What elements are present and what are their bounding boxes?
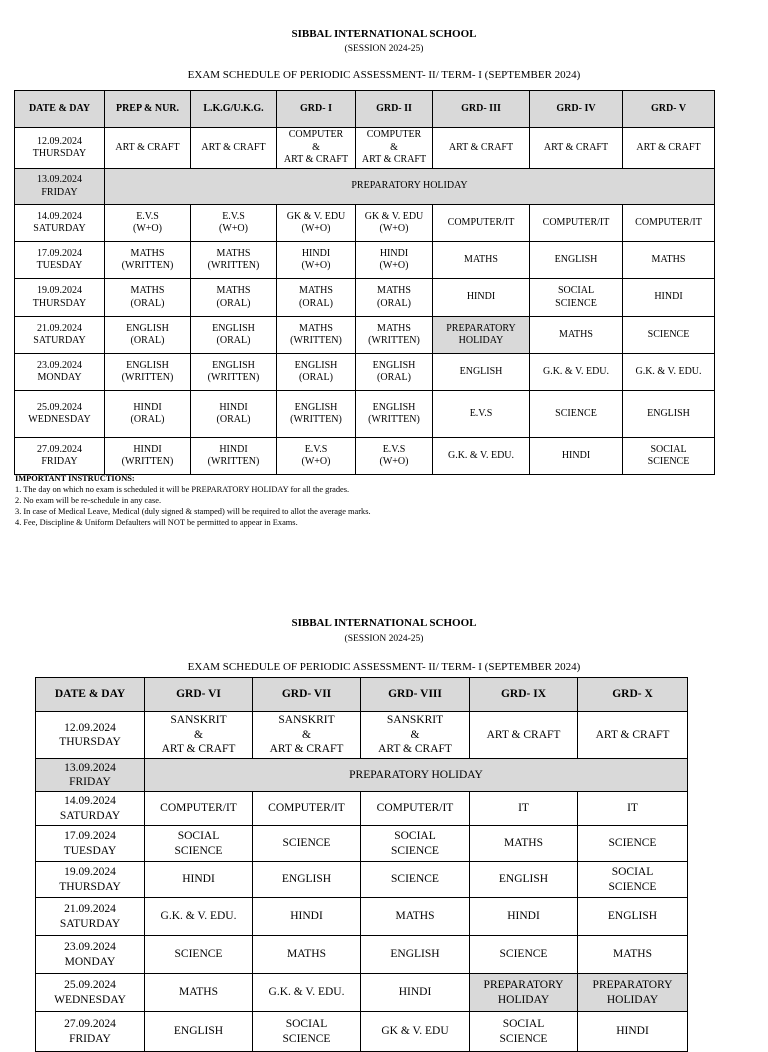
- subject-cell: SANSKRIT & ART & CRAFT: [145, 712, 253, 759]
- holiday-cell: PREPARATORY HOLIDAY: [145, 759, 688, 792]
- subject-cell: MATHS: [433, 242, 530, 279]
- table-row: [36, 974, 688, 1012]
- subject-cell: SOCIAL SCIENCE: [530, 279, 623, 317]
- subject-cell: ART & CRAFT: [623, 128, 715, 169]
- subject-cell: COMPUTER & ART & CRAFT: [356, 128, 433, 169]
- column-header: GRD- VIII: [361, 678, 470, 712]
- subject-cell: ENGLISH: [530, 242, 623, 279]
- date-cell: 23.09.2024 MONDAY: [15, 354, 105, 391]
- subject-cell: ENGLISH: [470, 862, 578, 898]
- subject-cell: G.K. & V. EDU.: [530, 354, 623, 391]
- column-header: GRD- VI: [145, 678, 253, 712]
- subject-cell: MATHS: [470, 826, 578, 862]
- date-cell: 12.09.2024 THURSDAY: [15, 128, 105, 169]
- session-label-1: (SESSION 2024-25): [344, 44, 424, 54]
- subject-cell: ART & CRAFT: [433, 128, 530, 169]
- column-header: GRD- III: [433, 91, 530, 128]
- table-row: [36, 826, 688, 862]
- subject-cell: GK & V. EDU (W+O): [356, 205, 433, 242]
- instruction-item: 4. Fee, Discipline & Uniform Defaulters will NOT be permitted to appear in Exams.: [15, 518, 298, 527]
- table-row: [36, 862, 688, 898]
- subject-cell: E.V.S (W+O): [356, 438, 433, 475]
- school-title-1: SIBBAL INTERNATIONAL SCHOOL: [291, 28, 477, 40]
- subject-cell: COMPUTER/IT: [530, 205, 623, 242]
- subject-cell: ENGLISH (ORAL): [191, 317, 277, 354]
- date-cell: 21.09.2024 SATURDAY: [15, 317, 105, 354]
- exam-schedule-table-primary: [14, 90, 715, 475]
- subject-cell: SOCIAL SCIENCE: [470, 1012, 578, 1052]
- subject-cell: E.V.S (W+O): [105, 205, 191, 242]
- subject-cell: MATHS: [361, 898, 470, 936]
- subject-cell: ENGLISH (ORAL): [356, 354, 433, 391]
- subject-cell: HINDI: [361, 974, 470, 1012]
- date-cell: 13.09.2024 FRIDAY: [15, 169, 105, 205]
- header-row: [15, 91, 715, 128]
- subject-cell: ENGLISH (WRITTEN): [356, 391, 433, 438]
- subject-cell: GK & V. EDU: [361, 1012, 470, 1052]
- subject-cell: ENGLISH (ORAL): [277, 354, 356, 391]
- subject-cell: COMPUTER/IT: [361, 792, 470, 826]
- subject-cell: MATHS (ORAL): [105, 279, 191, 317]
- subject-cell: SCIENCE: [253, 826, 361, 862]
- table-row: [15, 242, 715, 279]
- date-cell: 27.09.2024 FRIDAY: [15, 438, 105, 475]
- subject-cell: SOCIAL SCIENCE: [623, 438, 715, 475]
- subject-cell: ENGLISH: [253, 862, 361, 898]
- subject-cell: HINDI: [433, 279, 530, 317]
- column-header: PREP & NUR.: [105, 91, 191, 128]
- column-header: GRD- IV: [530, 91, 623, 128]
- instruction-item: 3. In case of Medical Leave, Medical (duly signed & stamped) will be required to allot the average marks.: [15, 507, 371, 516]
- subject-cell: E.V.S: [433, 391, 530, 438]
- subject-cell: G.K. & V. EDU.: [433, 438, 530, 475]
- subject-cell: SCIENCE: [145, 936, 253, 974]
- important-instructions: [15, 473, 371, 528]
- session-label-2: (SESSION 2024-25): [344, 634, 424, 644]
- subject-cell: SANSKRIT & ART & CRAFT: [361, 712, 470, 759]
- subject-cell: PREPARATORY HOLIDAY: [433, 317, 530, 354]
- subject-cell: MATHS (WRITTEN): [277, 317, 356, 354]
- subject-cell: SCIENCE: [530, 391, 623, 438]
- subject-cell: MATHS: [578, 936, 688, 974]
- subject-cell: MATHS: [253, 936, 361, 974]
- subject-cell: GK & V. EDU (W+O): [277, 205, 356, 242]
- subject-cell: PREPARATORY HOLIDAY: [470, 974, 578, 1012]
- instruction-item: 2. No exam will be re-schedule in any case.: [15, 496, 162, 505]
- subject-cell: MATHS (ORAL): [356, 279, 433, 317]
- table-row: [36, 1012, 688, 1052]
- table-row: [36, 712, 688, 759]
- schedule-subtitle-2: EXAM SCHEDULE OF PERIODIC ASSESSMENT- II/ TERM- I (SEPTEMBER 2024): [187, 661, 581, 673]
- column-header: GRD- X: [578, 678, 688, 712]
- subject-cell: COMPUTER/IT: [145, 792, 253, 826]
- school-title-2: SIBBAL INTERNATIONAL SCHOOL: [291, 617, 477, 629]
- table-row: [15, 205, 715, 242]
- subject-cell: PREPARATORY HOLIDAY: [578, 974, 688, 1012]
- subject-cell: SOCIAL SCIENCE: [361, 826, 470, 862]
- subject-cell: ENGLISH: [145, 1012, 253, 1052]
- subject-cell: SANSKRIT & ART & CRAFT: [253, 712, 361, 759]
- subject-cell: COMPUTER & ART & CRAFT: [277, 128, 356, 169]
- exam-schedule-table-senior: [35, 677, 688, 1052]
- subject-cell: ENGLISH: [623, 391, 715, 438]
- subject-cell: HINDI: [578, 1012, 688, 1052]
- subject-cell: ENGLISH: [433, 354, 530, 391]
- subject-cell: E.V.S (W+O): [277, 438, 356, 475]
- column-header: GRD- I: [277, 91, 356, 128]
- subject-cell: ART & CRAFT: [578, 712, 688, 759]
- date-cell: 27.09.2024 FRIDAY: [36, 1012, 145, 1052]
- subject-cell: MATHS: [623, 242, 715, 279]
- subject-cell: HINDI (WRITTEN): [105, 438, 191, 475]
- subject-cell: ENGLISH (WRITTEN): [105, 354, 191, 391]
- date-cell: 19.09.2024 THURSDAY: [36, 862, 145, 898]
- subject-cell: COMPUTER/IT: [253, 792, 361, 826]
- table-row: [15, 317, 715, 354]
- table-row: [15, 391, 715, 438]
- column-header: GRD- IX: [470, 678, 578, 712]
- date-cell: 25.09.2024 WEDNESDAY: [15, 391, 105, 438]
- subject-cell: MATHS (ORAL): [277, 279, 356, 317]
- subject-cell: ENGLISH: [361, 936, 470, 974]
- subject-cell: G.K. & V. EDU.: [623, 354, 715, 391]
- subject-cell: G.K. & V. EDU.: [145, 898, 253, 936]
- date-cell: 19.09.2024 THURSDAY: [15, 279, 105, 317]
- table-row: [36, 898, 688, 936]
- holiday-cell: PREPARATORY HOLIDAY: [105, 169, 715, 205]
- subject-cell: HINDI: [470, 898, 578, 936]
- date-cell: 23.09.2024 MONDAY: [36, 936, 145, 974]
- subject-cell: ENGLISH (WRITTEN): [277, 391, 356, 438]
- subject-cell: ENGLISH: [578, 898, 688, 936]
- table-row: [36, 936, 688, 974]
- subject-cell: IT: [578, 792, 688, 826]
- date-cell: 25.09.2024 WEDNESDAY: [36, 974, 145, 1012]
- subject-cell: ART & CRAFT: [470, 712, 578, 759]
- subject-cell: HINDI (ORAL): [191, 391, 277, 438]
- column-header: L.K.G/U.K.G.: [191, 91, 277, 128]
- subject-cell: HINDI (WRITTEN): [191, 438, 277, 475]
- table-row: [15, 128, 715, 169]
- date-cell: 17.09.2024 TUESDAY: [36, 826, 145, 862]
- subject-cell: COMPUTER/IT: [623, 205, 715, 242]
- subject-cell: HINDI: [530, 438, 623, 475]
- instructions-heading: IMPORTANT INSTRUCTIONS:: [15, 474, 135, 483]
- subject-cell: SCIENCE: [470, 936, 578, 974]
- subject-cell: MATHS: [145, 974, 253, 1012]
- subject-cell: HINDI (W+O): [356, 242, 433, 279]
- subject-cell: MATHS (WRITTEN): [356, 317, 433, 354]
- column-header: GRD- VII: [253, 678, 361, 712]
- subject-cell: ART & CRAFT: [530, 128, 623, 169]
- subject-cell: HINDI (ORAL): [105, 391, 191, 438]
- column-header: GRD- V: [623, 91, 715, 128]
- subject-cell: MATHS (WRITTEN): [105, 242, 191, 279]
- subject-cell: ENGLISH (WRITTEN): [191, 354, 277, 391]
- table-row: [36, 759, 688, 792]
- subject-cell: MATHS: [530, 317, 623, 354]
- date-cell: 21.09.2024 SATURDAY: [36, 898, 145, 936]
- subject-cell: SCIENCE: [578, 826, 688, 862]
- column-header: GRD- II: [356, 91, 433, 128]
- subject-cell: HINDI: [253, 898, 361, 936]
- date-cell: 14.09.2024 SATURDAY: [36, 792, 145, 826]
- table-row: [36, 792, 688, 826]
- subject-cell: SOCIAL SCIENCE: [145, 826, 253, 862]
- subject-cell: IT: [470, 792, 578, 826]
- subject-cell: G.K. & V. EDU.: [253, 974, 361, 1012]
- subject-cell: SCIENCE: [623, 317, 715, 354]
- subject-cell: ART & CRAFT: [191, 128, 277, 169]
- subject-cell: HINDI: [623, 279, 715, 317]
- table-row: [15, 354, 715, 391]
- schedule-subtitle-1: EXAM SCHEDULE OF PERIODIC ASSESSMENT- II/ TERM- I (SEPTEMBER 2024): [187, 69, 581, 81]
- subject-cell: E.V.S (W+O): [191, 205, 277, 242]
- column-header: DATE & DAY: [15, 91, 105, 128]
- date-cell: 17.09.2024 TUESDAY: [15, 242, 105, 279]
- subject-cell: SOCIAL SCIENCE: [578, 862, 688, 898]
- column-header: DATE & DAY: [36, 678, 145, 712]
- table-row: [15, 438, 715, 475]
- subject-cell: MATHS (WRITTEN): [191, 242, 277, 279]
- instruction-item: 1. The day on which no exam is scheduled it will be PREPARATORY HOLIDAY for all the grades.: [15, 485, 350, 494]
- subject-cell: COMPUTER/IT: [433, 205, 530, 242]
- subject-cell: SOCIAL SCIENCE: [253, 1012, 361, 1052]
- table-row: [15, 169, 715, 205]
- subject-cell: MATHS (ORAL): [191, 279, 277, 317]
- date-cell: 13.09.2024 FRIDAY: [36, 759, 145, 792]
- subject-cell: SCIENCE: [361, 862, 470, 898]
- date-cell: 12.09.2024 THURSDAY: [36, 712, 145, 759]
- subject-cell: HINDI (W+O): [277, 242, 356, 279]
- subject-cell: HINDI: [145, 862, 253, 898]
- header-row: [36, 678, 688, 712]
- date-cell: 14.09.2024 SATURDAY: [15, 205, 105, 242]
- subject-cell: ENGLISH (ORAL): [105, 317, 191, 354]
- subject-cell: ART & CRAFT: [105, 128, 191, 169]
- table-row: [15, 279, 715, 317]
